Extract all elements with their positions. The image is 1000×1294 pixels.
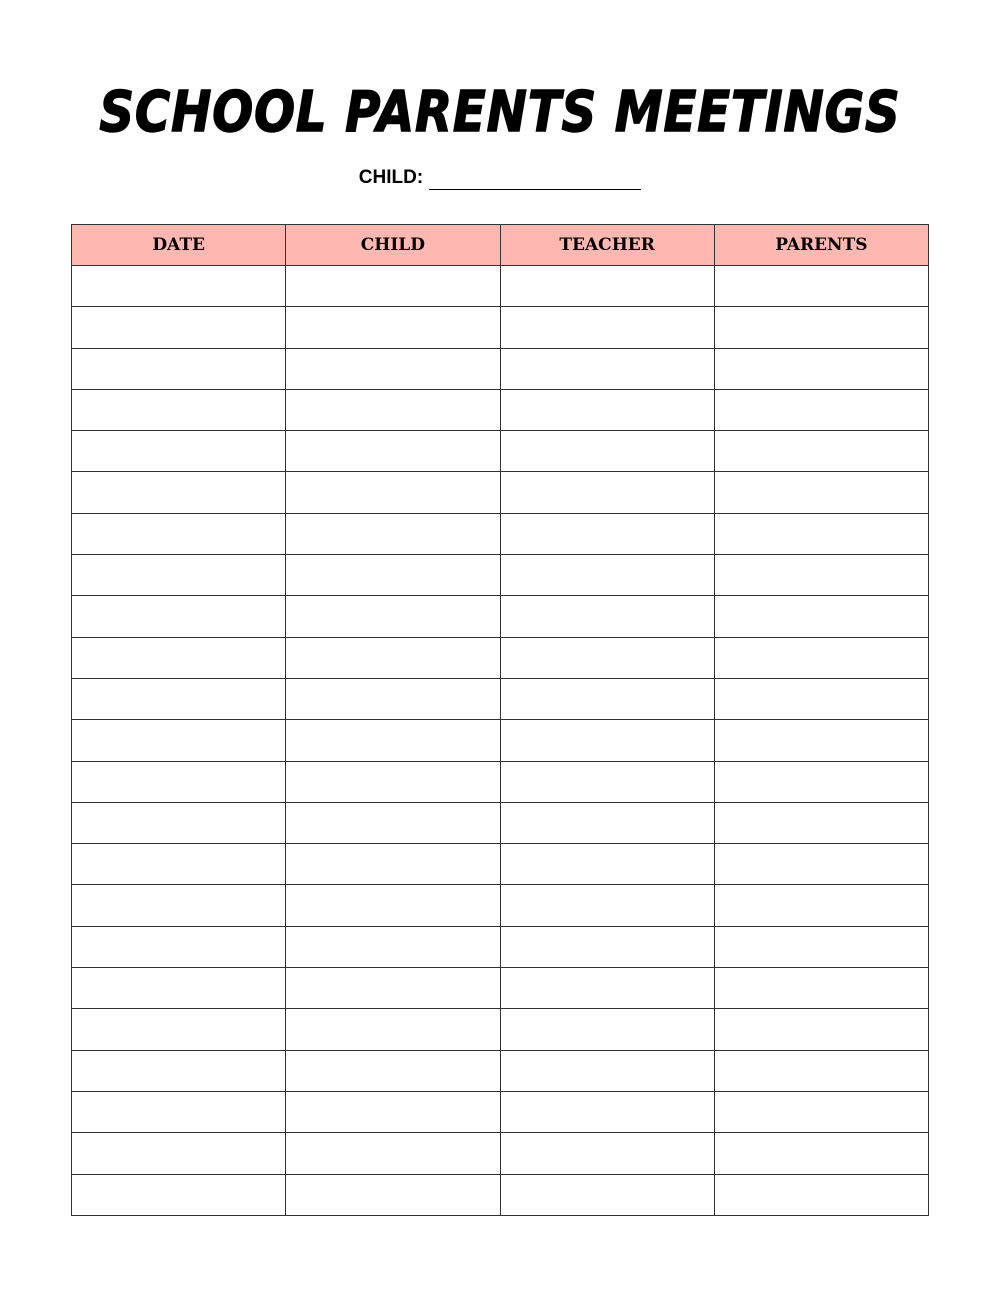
- table-cell-parents[interactable]: [714, 1174, 928, 1215]
- table-cell-date[interactable]: [72, 761, 286, 802]
- table-cell-parents[interactable]: [714, 1050, 928, 1091]
- column-header-child: CHILD: [286, 225, 500, 266]
- table-cell-teacher[interactable]: [500, 348, 714, 389]
- child-field: [0, 166, 1000, 190]
- table-cell-parents[interactable]: [714, 678, 928, 719]
- table-cell-date[interactable]: [72, 1009, 286, 1050]
- table-row: [72, 844, 929, 885]
- table-cell-parents[interactable]: [714, 720, 928, 761]
- table-cell-child[interactable]: [286, 1091, 500, 1132]
- table-row: [72, 472, 929, 513]
- table-cell-date[interactable]: [72, 555, 286, 596]
- table-cell-date[interactable]: [72, 1133, 286, 1174]
- table-cell-child[interactable]: [286, 968, 500, 1009]
- table-cell-child[interactable]: [286, 761, 500, 802]
- table-cell-child[interactable]: [286, 844, 500, 885]
- table-row: [72, 431, 929, 472]
- table-row: [72, 1133, 929, 1174]
- table-cell-child[interactable]: [286, 1009, 500, 1050]
- column-header-date: DATE: [72, 225, 286, 266]
- table-cell-teacher[interactable]: [500, 720, 714, 761]
- table-row: [72, 637, 929, 678]
- table-cell-child[interactable]: [286, 472, 500, 513]
- table-cell-teacher[interactable]: [500, 1133, 714, 1174]
- table-row: [72, 348, 929, 389]
- table-cell-teacher[interactable]: [500, 1174, 714, 1215]
- table-cell-date[interactable]: [72, 720, 286, 761]
- table-cell-teacher[interactable]: [500, 307, 714, 348]
- table-row: [72, 761, 929, 802]
- table-cell-date[interactable]: [72, 307, 286, 348]
- table-cell-teacher[interactable]: [500, 761, 714, 802]
- table-cell-child[interactable]: [286, 555, 500, 596]
- table-cell-parents[interactable]: [714, 637, 928, 678]
- table-body: [72, 266, 929, 1216]
- table-row: [72, 926, 929, 967]
- table-cell-parents[interactable]: [714, 1009, 928, 1050]
- table-cell-date[interactable]: [72, 637, 286, 678]
- table-row: [72, 720, 929, 761]
- table-cell-date[interactable]: [72, 348, 286, 389]
- table-cell-teacher[interactable]: [500, 926, 714, 967]
- table-cell-child[interactable]: [286, 513, 500, 554]
- table-cell-parents[interactable]: [714, 266, 928, 307]
- meetings-table: [71, 224, 929, 1216]
- table-row: [72, 513, 929, 554]
- table-cell-parents[interactable]: [714, 348, 928, 389]
- table-cell-teacher[interactable]: [500, 431, 714, 472]
- table-cell-child[interactable]: [286, 389, 500, 430]
- table-cell-date[interactable]: [72, 1050, 286, 1091]
- table-cell-date[interactable]: [72, 885, 286, 926]
- table-cell-date[interactable]: [72, 1091, 286, 1132]
- table-cell-parents[interactable]: [714, 513, 928, 554]
- table-cell-child[interactable]: [286, 431, 500, 472]
- table-cell-teacher[interactable]: [500, 555, 714, 596]
- table-cell-teacher[interactable]: [500, 266, 714, 307]
- child-name-blank[interactable]: [429, 169, 641, 190]
- table-cell-child[interactable]: [286, 802, 500, 843]
- table-cell-parents[interactable]: [714, 885, 928, 926]
- table-cell-child[interactable]: [286, 596, 500, 637]
- table-row: [72, 1091, 929, 1132]
- table-row: [72, 678, 929, 719]
- column-header-parents: PARENTS: [714, 225, 928, 266]
- table-cell-parents[interactable]: [714, 802, 928, 843]
- table-cell-teacher[interactable]: [500, 1050, 714, 1091]
- table-cell-parents[interactable]: [714, 761, 928, 802]
- table-cell-parents[interactable]: [714, 844, 928, 885]
- table-cell-child[interactable]: [286, 926, 500, 967]
- table-cell-teacher[interactable]: [500, 802, 714, 843]
- table-cell-child[interactable]: [286, 1050, 500, 1091]
- table-cell-date[interactable]: [72, 844, 286, 885]
- table-row: [72, 266, 929, 307]
- table-cell-teacher[interactable]: [500, 596, 714, 637]
- table-cell-child[interactable]: [286, 720, 500, 761]
- table-cell-parents[interactable]: [714, 555, 928, 596]
- table-cell-teacher[interactable]: [500, 885, 714, 926]
- table-cell-date[interactable]: [72, 678, 286, 719]
- table-row: [72, 1009, 929, 1050]
- table-row: [72, 802, 929, 843]
- table-cell-parents[interactable]: [714, 596, 928, 637]
- column-header-teacher: TEACHER: [500, 225, 714, 266]
- table-cell-date[interactable]: [72, 513, 286, 554]
- table-cell-child[interactable]: [286, 1133, 500, 1174]
- table-cell-child[interactable]: [286, 678, 500, 719]
- table-cell-parents[interactable]: [714, 1091, 928, 1132]
- table-cell-teacher[interactable]: [500, 844, 714, 885]
- table-cell-date[interactable]: [72, 968, 286, 1009]
- table-cell-child[interactable]: [286, 348, 500, 389]
- table-cell-parents[interactable]: [714, 1133, 928, 1174]
- table-cell-child[interactable]: [286, 307, 500, 348]
- table-cell-date[interactable]: [72, 596, 286, 637]
- table-row: [72, 389, 929, 430]
- table-row: [72, 555, 929, 596]
- table-cell-child[interactable]: [286, 637, 500, 678]
- child-label: CHILD:: [358, 167, 424, 188]
- table-cell-child[interactable]: [286, 1174, 500, 1215]
- table-cell-date[interactable]: [72, 389, 286, 430]
- table-cell-date[interactable]: [72, 926, 286, 967]
- table-cell-parents[interactable]: [714, 307, 928, 348]
- table-row: [72, 885, 929, 926]
- table-cell-teacher[interactable]: [500, 1091, 714, 1132]
- table-row: [72, 596, 929, 637]
- table-cell-date[interactable]: [72, 1174, 286, 1215]
- table-row: [72, 307, 929, 348]
- page-title: SCHOOL PARENTS MEETINGS: [99, 80, 901, 145]
- table-cell-parents[interactable]: [714, 389, 928, 430]
- table-cell-date[interactable]: [72, 431, 286, 472]
- table-cell-parents[interactable]: [714, 968, 928, 1009]
- table-cell-parents[interactable]: [714, 926, 928, 967]
- table-row: [72, 1050, 929, 1091]
- table-cell-teacher[interactable]: [500, 513, 714, 554]
- table-cell-teacher[interactable]: [500, 637, 714, 678]
- table-cell-teacher[interactable]: [500, 389, 714, 430]
- table-cell-teacher[interactable]: [500, 1009, 714, 1050]
- table-cell-parents[interactable]: [714, 431, 928, 472]
- table-cell-teacher[interactable]: [500, 678, 714, 719]
- table-cell-date[interactable]: [72, 472, 286, 513]
- table-cell-date[interactable]: [72, 266, 286, 307]
- table-cell-parents[interactable]: [714, 472, 928, 513]
- table-cell-teacher[interactable]: [500, 472, 714, 513]
- table-row: [72, 1174, 929, 1215]
- table-cell-child[interactable]: [286, 885, 500, 926]
- table-row: [72, 968, 929, 1009]
- table-header-row: [72, 225, 929, 266]
- table-cell-child[interactable]: [286, 266, 500, 307]
- table-cell-date[interactable]: [72, 802, 286, 843]
- table-cell-teacher[interactable]: [500, 968, 714, 1009]
